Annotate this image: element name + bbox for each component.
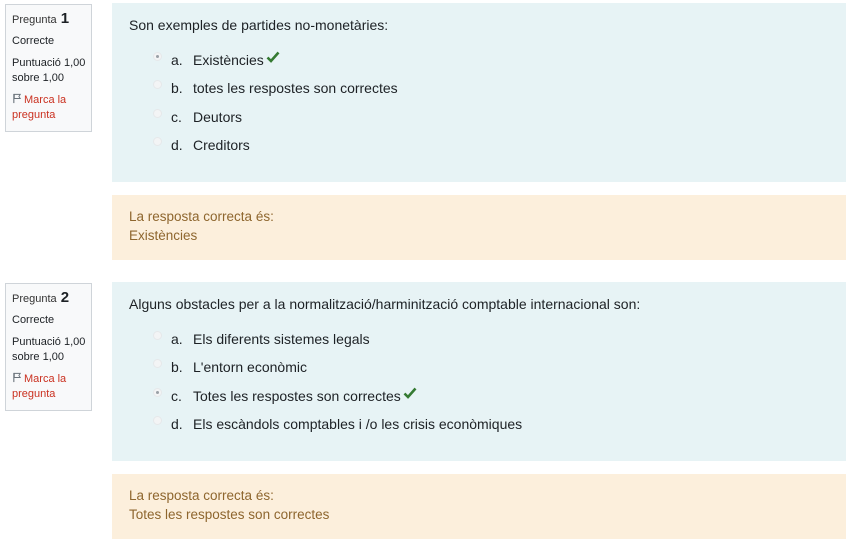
flag-question-label[interactable]: Marca la pregunta: [12, 373, 67, 400]
question-text: Alguns obstacles per a la normalització/harminització comptable internacional son:: [129, 296, 641, 312]
question-info-2: [5, 283, 92, 411]
radio-button[interactable]: [153, 359, 162, 368]
radio-button[interactable]: [153, 331, 162, 340]
answer-label: Els escàndols comptables i /o les crisis econòmiques: [193, 415, 523, 432]
question-grade: Puntuació 1,00 sobre 1,00: [12, 57, 86, 84]
answer-list: [129, 51, 829, 164]
feedback-answer: Totes les respostes son correctes: [129, 507, 330, 522]
radio-button[interactable]: [153, 416, 162, 425]
answer-label: Deutors: [193, 108, 243, 125]
answer-option-a[interactable]: [129, 51, 829, 79]
answer-label: Totes les respostes son correctes: [193, 387, 417, 405]
check-icon: [266, 51, 280, 63]
answer-option-a[interactable]: [129, 330, 829, 358]
answer-label: totes les respostes son correctes: [193, 80, 398, 97]
answer-label: L'entorn econòmic: [193, 359, 307, 376]
question-formulation-2: [112, 282, 846, 461]
radio-button[interactable]: [153, 52, 162, 61]
question-state: Correcte: [12, 35, 55, 47]
answer-letter: c.: [171, 387, 182, 404]
answer-letter: b.: [171, 359, 183, 376]
flag-icon: [12, 372, 23, 383]
question-number: [12, 290, 91, 307]
question-label: Pregunta: [12, 293, 57, 305]
answer-list: [129, 330, 829, 443]
radio-button[interactable]: [153, 80, 162, 89]
check-icon: [403, 387, 417, 399]
answer-option-b[interactable]: [129, 79, 829, 107]
feedback-answer: Existències: [129, 228, 198, 243]
question-number-value: 1: [60, 10, 70, 27]
answer-option-d[interactable]: [129, 136, 829, 164]
question-number-value: 2: [60, 289, 70, 306]
answer-option-d[interactable]: [129, 415, 829, 443]
radio-button[interactable]: [153, 109, 162, 118]
correct-answer-feedback-2: [112, 474, 846, 539]
answer-label: Creditors: [193, 136, 250, 153]
answer-option-b[interactable]: [129, 358, 829, 386]
flag-icon: [12, 93, 23, 104]
radio-button[interactable]: [153, 388, 162, 397]
question-grade: Puntuació 1,00 sobre 1,00: [12, 336, 86, 363]
answer-letter: c.: [171, 108, 182, 125]
question-number: [12, 11, 91, 28]
flag-question-link[interactable]: [12, 372, 91, 402]
flag-question-label[interactable]: Marca la pregunta: [12, 94, 67, 121]
question-formulation-1: [112, 3, 846, 182]
question-text: Son exemples de partides no-monetàries:: [129, 17, 389, 33]
answer-option-c[interactable]: [129, 387, 829, 415]
answer-letter: d.: [171, 136, 183, 153]
feedback-label: La resposta correcta és:: [129, 209, 274, 224]
answer-option-c[interactable]: [129, 108, 829, 136]
answer-letter: d.: [171, 415, 183, 432]
radio-button[interactable]: [153, 137, 162, 146]
correct-answer-feedback-1: [112, 195, 846, 260]
answer-label: Els diferents sistemes legals: [193, 331, 370, 347]
question-state: Correcte: [12, 314, 55, 326]
answer-letter: a.: [171, 331, 183, 347]
feedback-label: La resposta correcta és:: [129, 488, 274, 503]
question-label: Pregunta: [12, 14, 57, 26]
answer-letter: b.: [171, 80, 183, 97]
answer-letter: a.: [171, 52, 183, 68]
question-info-1: [5, 4, 92, 132]
flag-question-link[interactable]: [12, 93, 91, 123]
answer-label: Existències: [193, 51, 280, 69]
